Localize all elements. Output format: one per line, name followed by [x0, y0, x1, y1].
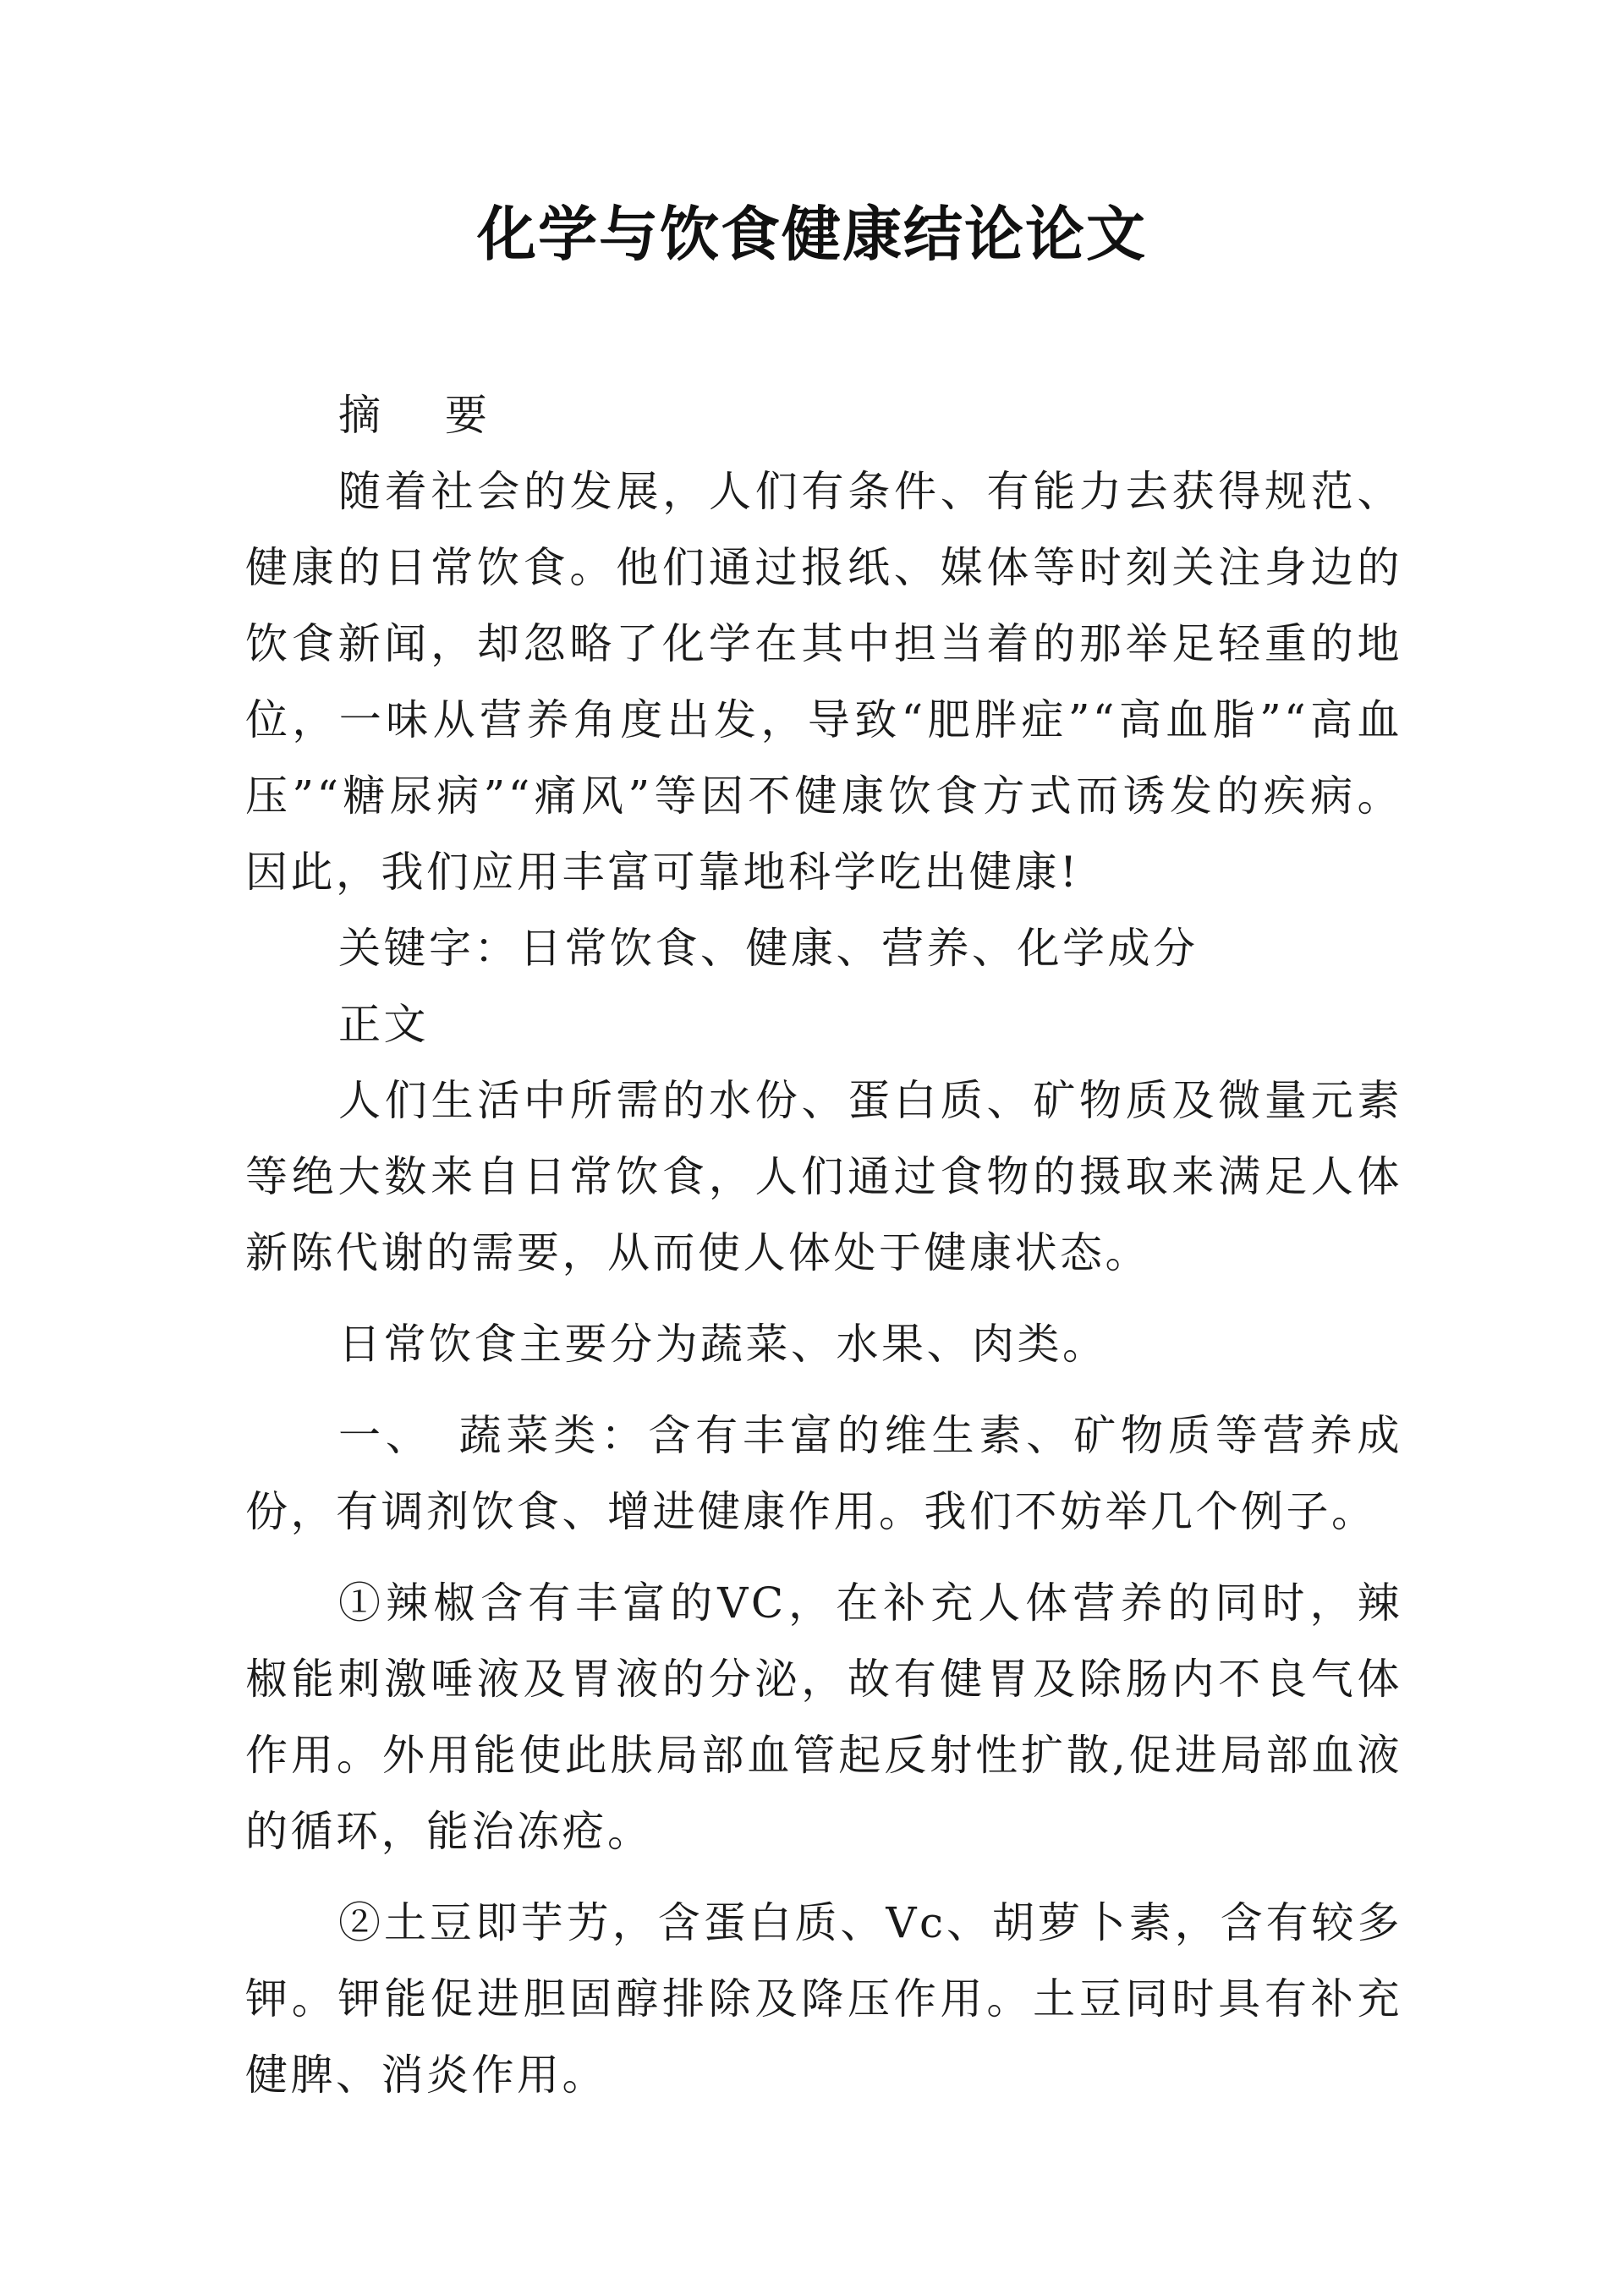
- body-paragraph-2: 日常饮食主要分为蔬菜、水果、肉类。: [338, 1320, 1108, 1369]
- abstract-paragraph: 随着社会的发展，人们有条件、有能力去获得规范、健康的日常饮食。他们通过报纸、媒体等时刻关注身边的饮食新闻，却忽略了化学在其中担当着的那举足轻重的地位，一味从营养角度出发，导致“肥胖症”“高血脂”“高血压”“糖尿病”“痛风”等因不健康饮食方式而诱发的疾病。因此，我们应用丰富可靠地科学吃出健康!: [245, 467, 1402, 897]
- document-title: 化学与饮食健康结论论文: [477, 200, 1147, 269]
- body-paragraph-5: ②土豆即芋艻，含蛋白质、Vc、胡萝卜素，含有较多钾。钾能促进胆固醇排除及降压作用。土豆同时具有补充健脾、消炎作用。: [245, 1898, 1402, 2100]
- document-body: [245, 377, 1402, 2113]
- body-paragraph-1: 人们生活中所需的水份、蛋白质、矿物质及微量元素等绝大数来自日常饮食，人们通过食物的摄取来满足人体新陈代谢的需要，从而使人体处于健康状态。: [245, 1076, 1402, 1277]
- main-text-heading: 正文: [338, 1000, 429, 1049]
- body-paragraph-4: ①辣椒含有丰富的VC，在补充人体营养的同时，辣椒能刺激唾液及胃液的分泌，故有健胃及除肠内不良气体作用。外用能使此肤局部血管起反射性扩散,促进局部血液的循环，能治冻疮。: [245, 1578, 1402, 1856]
- keywords-line: 关键字：日常饮食、健康、营养、化学成分: [338, 924, 1199, 973]
- abstract-heading: 摘 要: [338, 391, 513, 440]
- body-paragraph-3: 一、 蔬菜类：含有丰富的维生素、矿物质等营养成份，有调剂饮食、增进健康作用。我们不妨举几个例子。: [245, 1411, 1402, 1536]
